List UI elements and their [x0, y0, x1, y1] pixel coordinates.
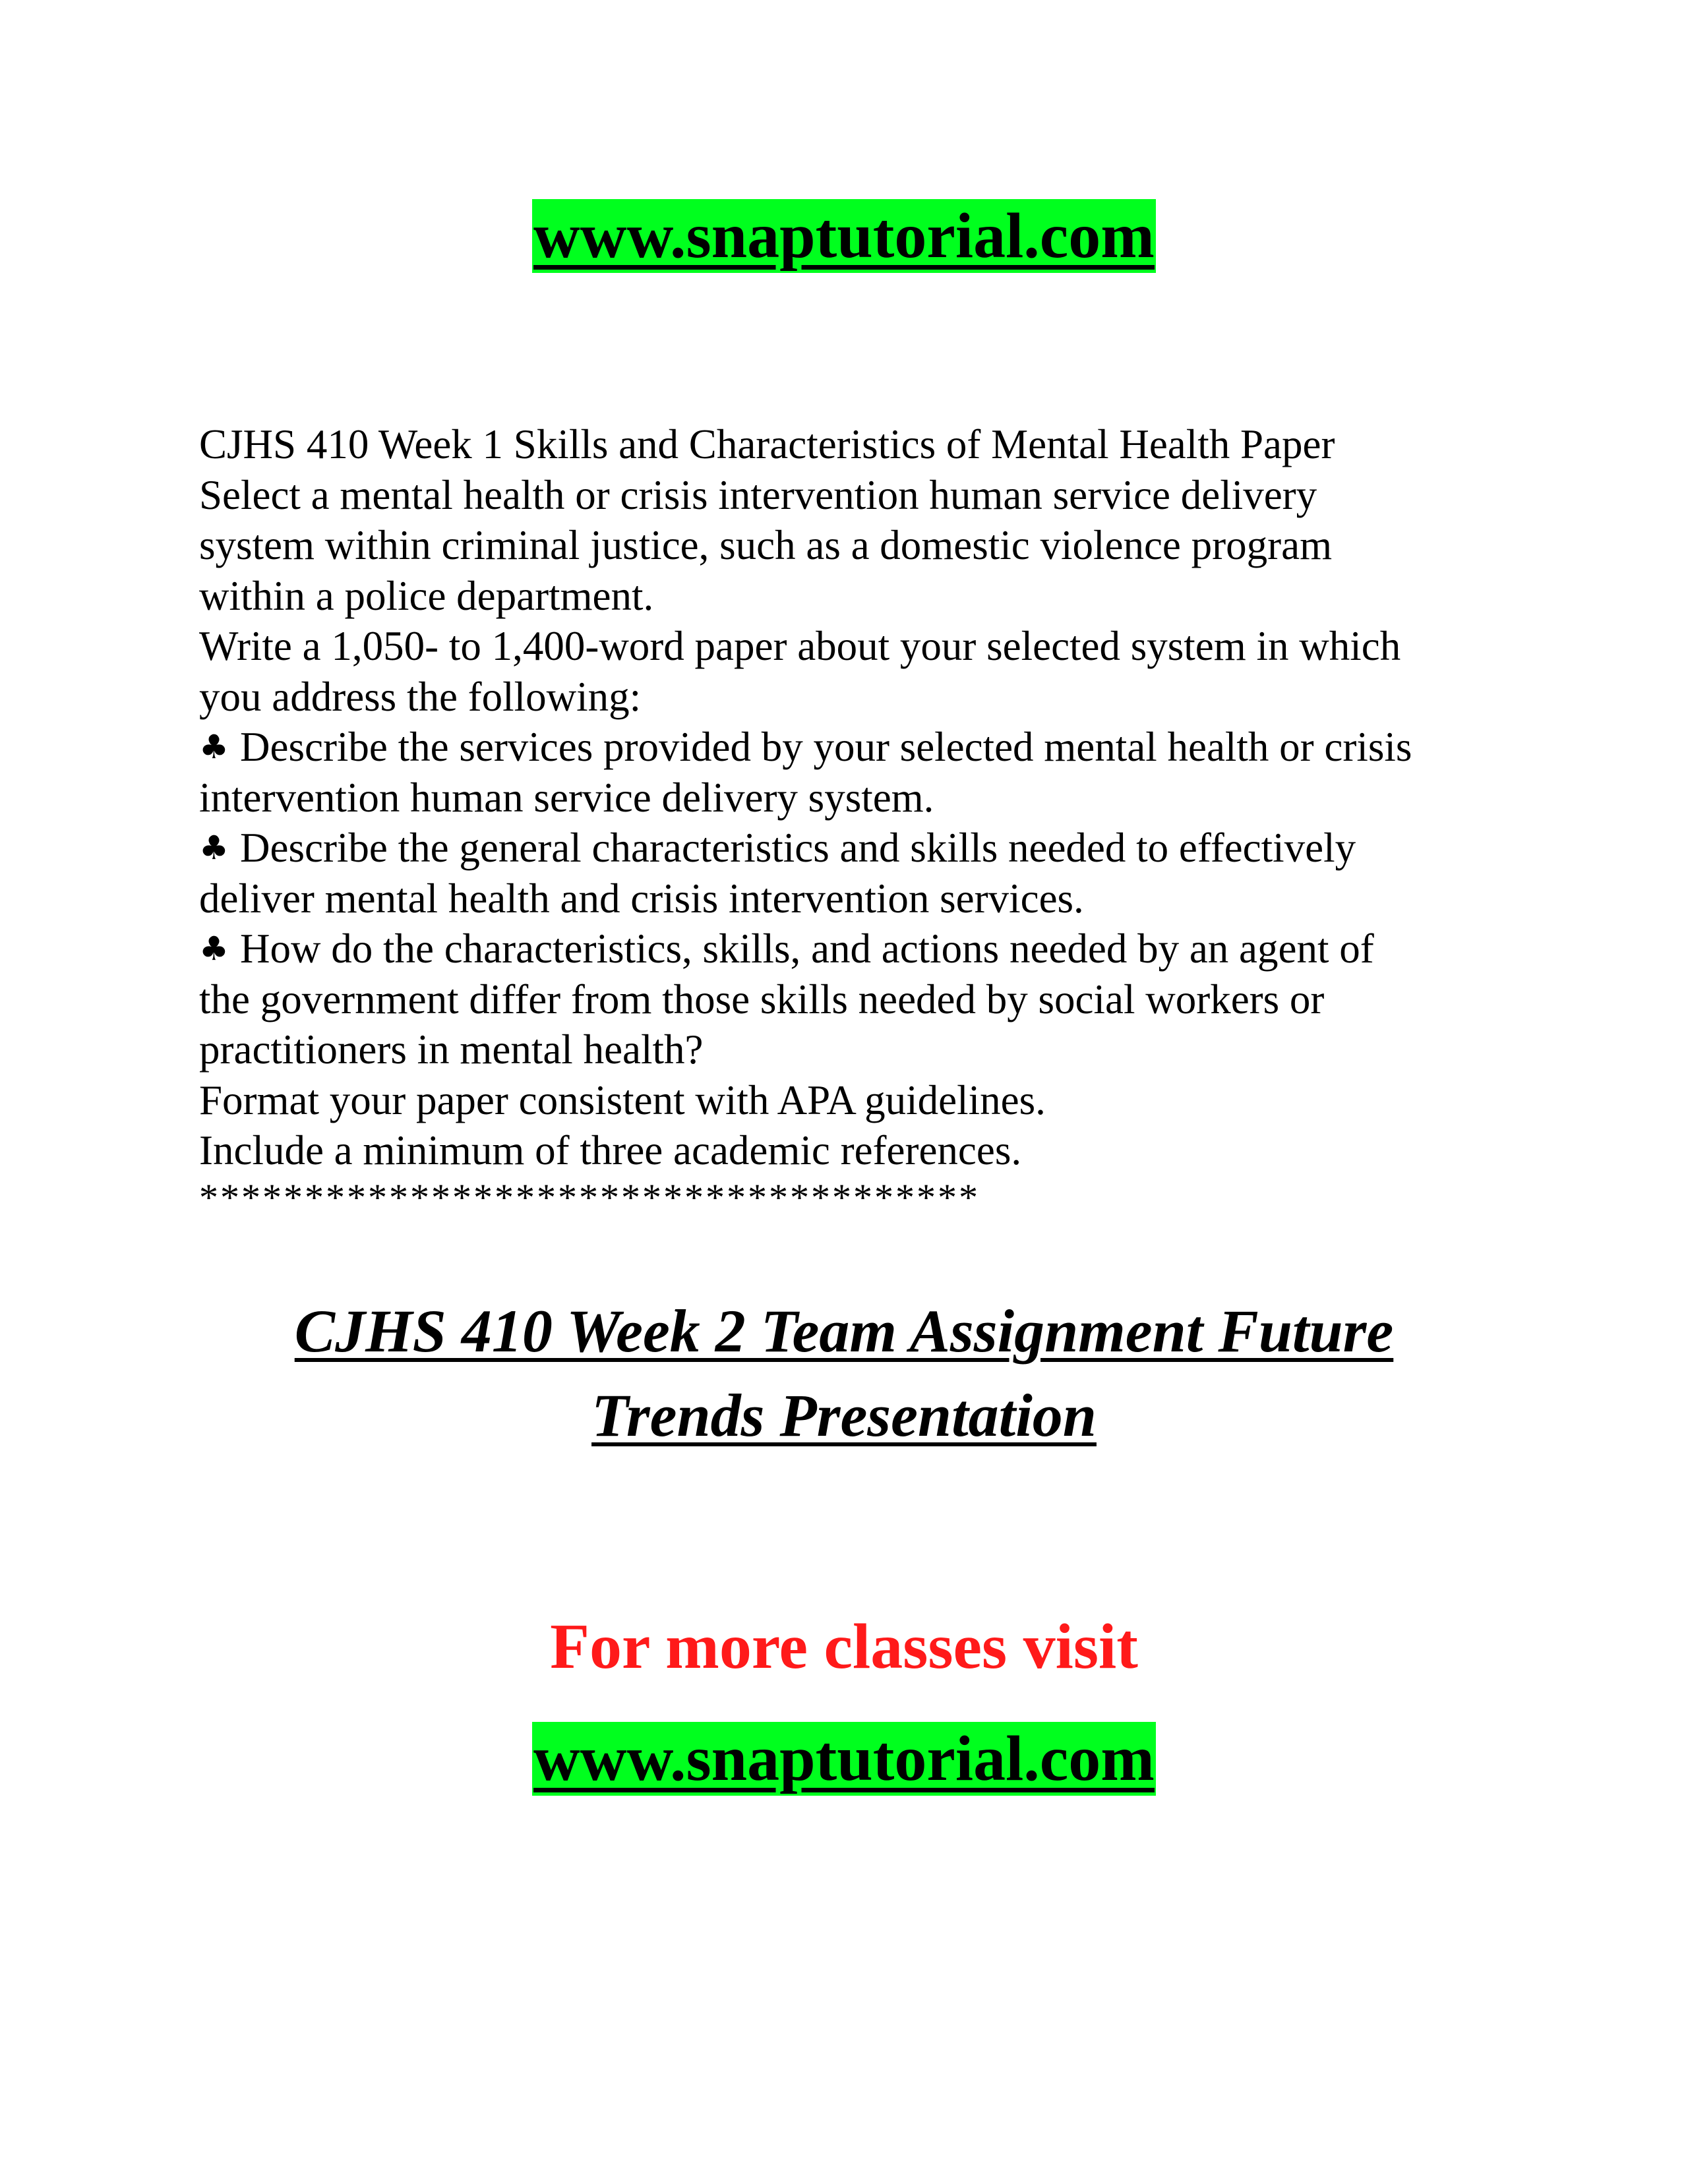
body-line: Select a mental health or crisis intervention human service delivery: [199, 471, 1317, 518]
body-line: within a police department.: [199, 572, 654, 619]
bullet-item: [199, 823, 1518, 873]
assignment-body: [199, 419, 1518, 1220]
bullet-continuation: the government differ from those skills needed by social workers or: [199, 976, 1325, 1022]
bullet-continuation: deliver mental health and crisis intervention services.: [199, 875, 1084, 922]
more-classes-text: For more classes visit: [550, 1611, 1138, 1682]
section-heading: [0, 1289, 1688, 1458]
club-suit-icon: ♣: [199, 728, 229, 766]
closing-line: Format your paper consistent with APA guidelines.: [199, 1077, 1046, 1123]
bullet-text: Describe the services provided by your selected mental health or crisis: [240, 724, 1412, 770]
bottom-link-container: [0, 1722, 1688, 1796]
bottom-site-link[interactable]: www.snaptutorial.com: [533, 1723, 1155, 1794]
bullet-item: [199, 722, 1518, 773]
club-suit-icon: ♣: [199, 930, 229, 968]
bullet-text: Describe the general characteristics and skills needed to effectively: [240, 825, 1356, 871]
body-line: system within criminal justice, such as a domestic violence program: [199, 522, 1333, 568]
bullet-item: [199, 924, 1518, 974]
bullet-continuation: practitioners in mental health?: [199, 1026, 704, 1073]
asterisk-separator: *************************************: [199, 1175, 980, 1219]
section-heading-line-1: CJHS 410 Week 2 Team Assignment Future: [294, 1297, 1394, 1365]
bullet-continuation: intervention human service delivery system.: [199, 774, 934, 821]
body-line: you address the following:: [199, 673, 642, 720]
closing-line: Include a minimum of three academic references.: [199, 1127, 1022, 1173]
bullet-text: How do the characteristics, skills, and actions needed by an agent of: [240, 926, 1374, 972]
club-suit-icon: ♣: [199, 829, 229, 867]
assignment-title: CJHS 410 Week 1 Skills and Characteristics of Mental Health Paper: [199, 421, 1335, 467]
body-line: Write a 1,050- to 1,400-word paper about your selected system in which: [199, 623, 1401, 669]
top-link-container: [0, 199, 1688, 273]
top-site-link[interactable]: www.snaptutorial.com: [533, 200, 1155, 272]
section-heading-line-2: Trends Presentation: [591, 1382, 1097, 1449]
